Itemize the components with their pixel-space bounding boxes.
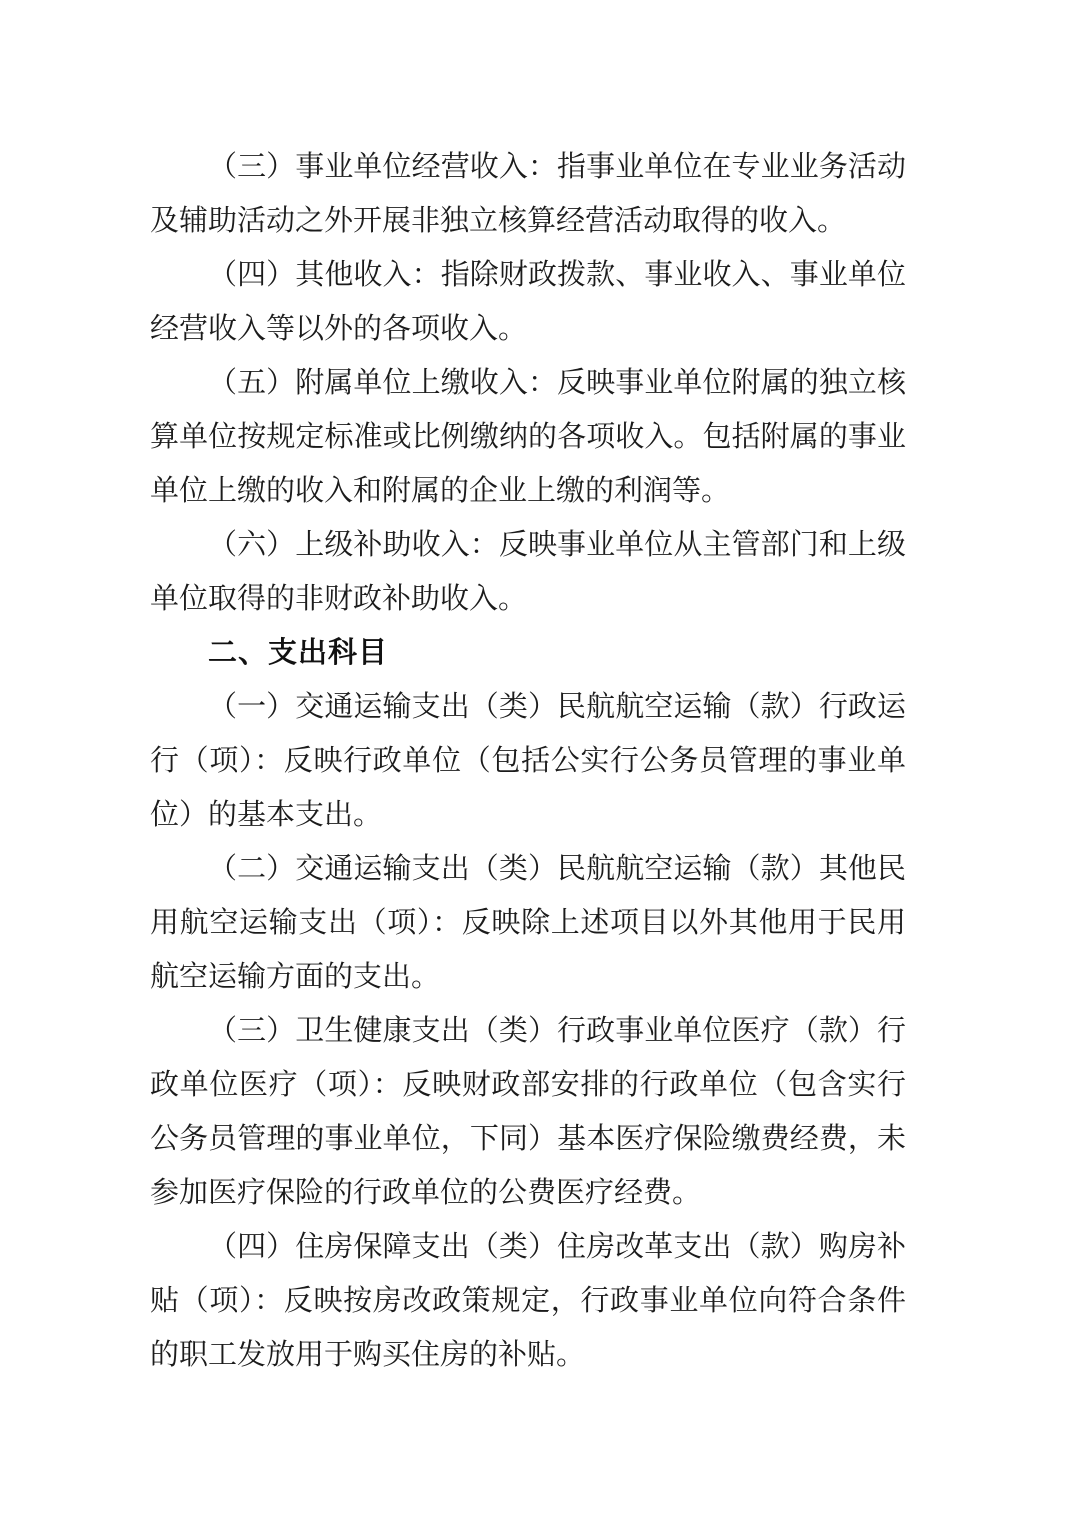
expenditure-item-1-transport-administrative-operation: （一）交通运输支出（类）民航航空运输（款）行政运行（项）：反映行政单位（包括公实行公务员管理的事业单位）的基本支出。	[150, 691, 906, 831]
expenditure-item-2-other-civil-aviation-transport: （二）交通运输支出（类）民航航空运输（款）其他民用航空运输支出（项）：反映除上述项目以外其他用于民用航空运输方面的支出。	[150, 853, 906, 993]
expenditure-section-heading: 二、支出科目	[208, 637, 389, 669]
income-item-5-subordinate-unit-remitted-income: （五）附属单位上缴收入：反映事业单位附属的独立核算单位按规定标准或比例缴纳的各项收入。包括附属的事业单位上缴的收入和附属的企业上缴的利润等。	[150, 367, 906, 507]
income-item-3-business-operating-income: （三）事业单位经营收入：指事业单位在专业业务活动及辅助活动之外开展非独立核算经营活动取得的收入。	[150, 151, 906, 237]
expenditure-item-4-housing-purchase-subsidy: （四）住房保障支出（类）住房改革支出（款）购房补贴（项）：反映按房改政策规定，行政事业单位向符合条件的职工发放用于购买住房的补贴。	[150, 1231, 906, 1371]
document-body	[150, 140, 906, 1382]
income-item-6-superior-subsidy-income: （六）上级补助收入：反映事业单位从主管部门和上级单位取得的非财政补助收入。	[150, 529, 906, 615]
income-item-4-other-income: （四）其他收入：指除财政拨款、事业收入、事业单位经营收入等以外的各项收入。	[150, 259, 906, 345]
expenditure-item-3-health-administrative-unit-medical: （三）卫生健康支出（类）行政事业单位医疗（款）行政单位医疗（项）：反映财政部安排的行政单位（包含实行公务员管理的事业单位，下同）基本医疗保险缴费经费，未参加医疗保险的行政单位的公费医疗经费。	[150, 1015, 906, 1209]
